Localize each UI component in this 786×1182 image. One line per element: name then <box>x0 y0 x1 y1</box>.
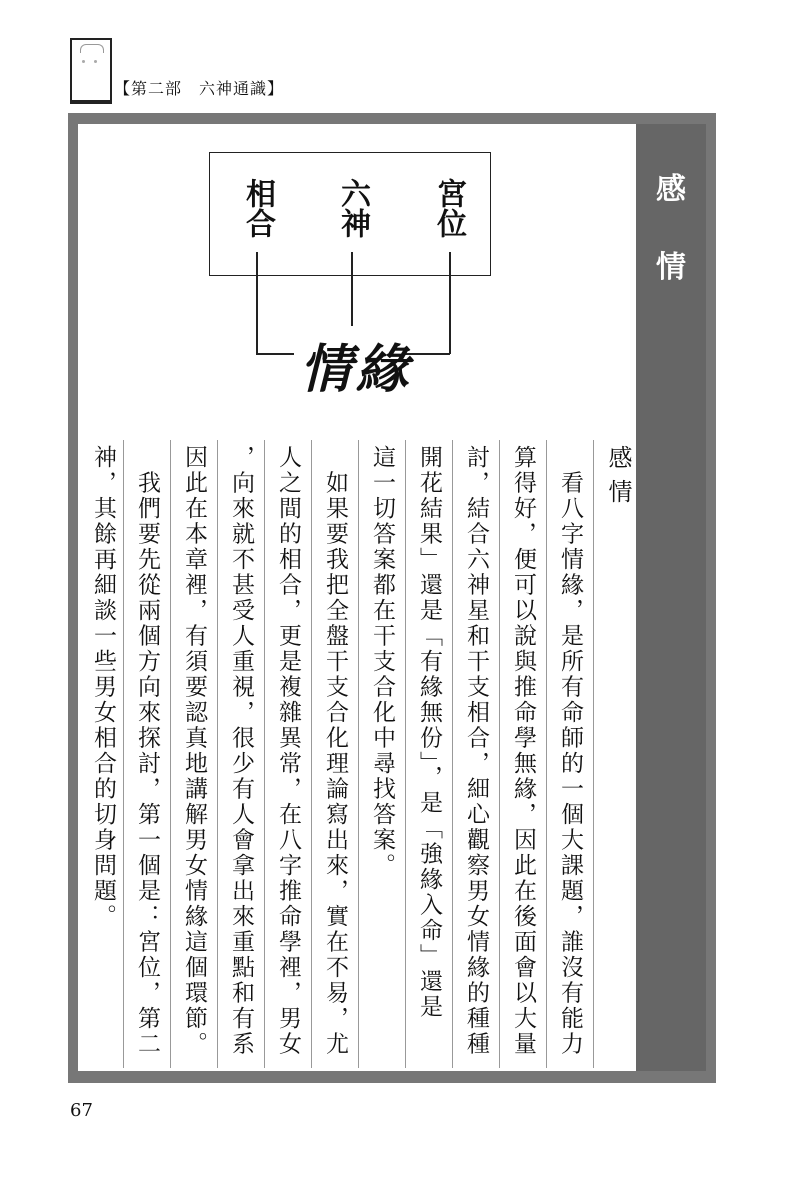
side-tab-char: 情 <box>656 250 686 285</box>
column-rule <box>593 440 594 1068</box>
page-number: 67 <box>70 1100 93 1121</box>
text-column: 算得好，便可以說與推命學無緣，因此在後面會以大量 <box>510 445 536 1057</box>
text-column: 開花結果」還是「有緣無份」，是「強緣入命」還是 <box>416 445 442 1020</box>
column-rule <box>264 440 265 1068</box>
text-column: 討，結合六神星和干支相合，細心觀察男女情緣的種種 <box>463 445 489 1057</box>
diagram-label-palace: 宮位 <box>431 178 466 238</box>
text-column: 我們要先從兩個方向來探討，第一個是：宮位，第二 <box>134 470 160 1057</box>
text-column: 因此在本章裡，有須要認真地講解男女情緣這個環節。 <box>181 445 207 1057</box>
side-tab-char: 感 <box>656 172 686 207</box>
logo-mark <box>80 44 104 53</box>
column-rule <box>358 440 359 1068</box>
diagram-connector <box>256 353 294 355</box>
publisher-logo <box>70 38 112 104</box>
diagram-center-label: 情緣 <box>300 339 413 400</box>
column-rule <box>452 440 453 1068</box>
text-column: 這一切答案都在干支合化中尋找答案。 <box>369 445 395 879</box>
diagram-label-six-gods: 六神 <box>335 178 370 238</box>
running-header: 【第二部 六神通識】 <box>114 79 285 98</box>
diagram-label-combination: 相合 <box>240 178 275 238</box>
logo-dot <box>82 60 85 63</box>
text-column: 人之間的相合，更是複雜異常，在八字推命學裡，男女 <box>275 445 301 1057</box>
chapter-side-tab <box>636 124 706 1071</box>
diagram-connector <box>256 252 258 354</box>
text-column: 看八字情緣，是所有命師的一個大課題，誰沒有能力 <box>557 470 583 1057</box>
column-rule <box>311 440 312 1068</box>
header-rule <box>70 100 110 102</box>
logo-dot <box>94 60 97 63</box>
section-heading: 感情 <box>604 445 632 513</box>
text-column: 神，其餘再細談一些男女相合的切身問題。 <box>90 445 116 930</box>
text-column: 如果要我把全盤干支合化理論寫出來，實在不易，尤 <box>322 470 348 1057</box>
diagram-connector <box>351 252 353 326</box>
column-rule <box>499 440 500 1068</box>
column-rule <box>405 440 406 1068</box>
text-column: ，向來就不甚受人重視，很少有人會拿出來重點和有系 <box>228 445 254 1057</box>
diagram-connector <box>449 252 451 354</box>
column-rule <box>217 440 218 1068</box>
column-rule <box>170 440 171 1068</box>
column-rule <box>546 440 547 1068</box>
